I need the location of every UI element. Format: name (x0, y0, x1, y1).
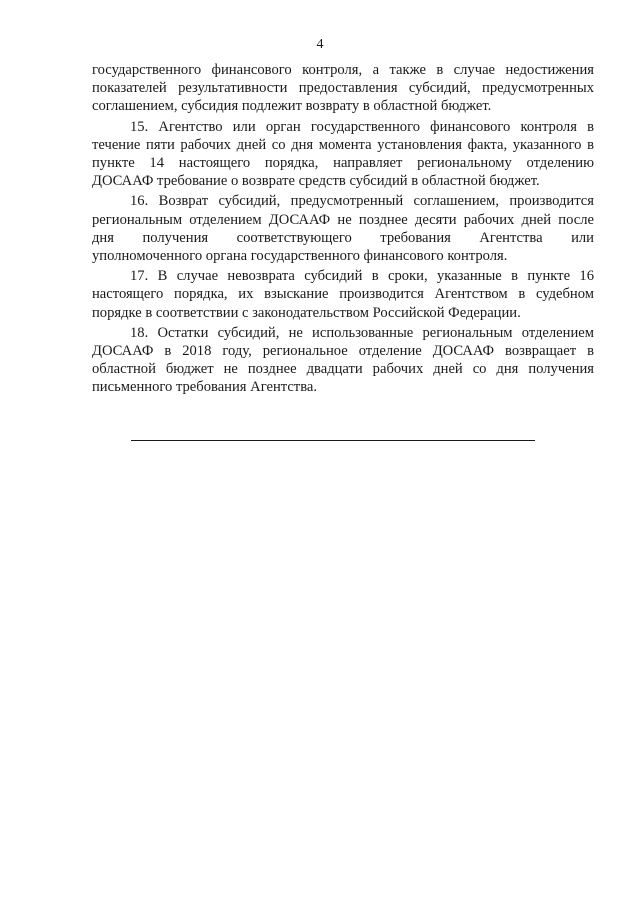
text-line: пункте 14 настоящего порядка, направляет региональному отделению (92, 155, 594, 172)
paragraph-16 (92, 192, 594, 265)
text-line: письменного требования Агентства. (92, 379, 318, 396)
closing-horizontal-rule (131, 440, 535, 441)
text-line: дня получения соответствующего требования Агентства или (92, 229, 594, 246)
text-line: 16. Возврат субсидий, предусмотренный соглашением, производится (130, 193, 594, 210)
text-line: 15. Агентство или орган государственного финансового контроля в (130, 118, 594, 135)
text-line: 17. В случае невозврата субсидий в сроки, указанные в пункте 16 (130, 268, 594, 285)
text-line: соглашением, субсидия подлежит возврату в областной бюджет. (92, 98, 492, 115)
text-line: государственного финансового контроля, а также в случае недостижения (92, 62, 594, 78)
text-line: ДОСААФ в 2018 году, региональное отделение ДОСААФ возвращает в (92, 343, 594, 360)
text-line: областной бюджет не позднее двадцати рабочих дней со дня получения (92, 361, 594, 378)
text-line: настоящего порядка, их взыскание производится Агентством в судебном (92, 286, 594, 303)
paragraph-15 (92, 118, 594, 191)
page-number: 4 (316, 37, 324, 52)
text-line: показателей результативности предоставления субсидий, предусмотренных (92, 80, 594, 97)
document-body (92, 61, 594, 397)
paragraph-17 (92, 267, 594, 322)
text-line: 18. Остатки субсидий, не использованные региональным отделением (130, 324, 594, 341)
text-line: ДОСААФ требование о возврате средств субсидий в областной бюджет. (92, 173, 540, 190)
text-line: уполномоченного органа государственного финансового контроля. (92, 248, 508, 265)
text-line: региональным отделением ДОСААФ не позднее десяти рабочих дней после (92, 211, 594, 228)
text-line: течение пяти рабочих дней со дня момента установления факта, указанного в (92, 136, 594, 153)
text-line: порядке в соответствии с законодательством Российской Федерации. (92, 304, 521, 321)
paragraph-continuation (92, 61, 594, 116)
paragraph-18 (92, 324, 594, 397)
